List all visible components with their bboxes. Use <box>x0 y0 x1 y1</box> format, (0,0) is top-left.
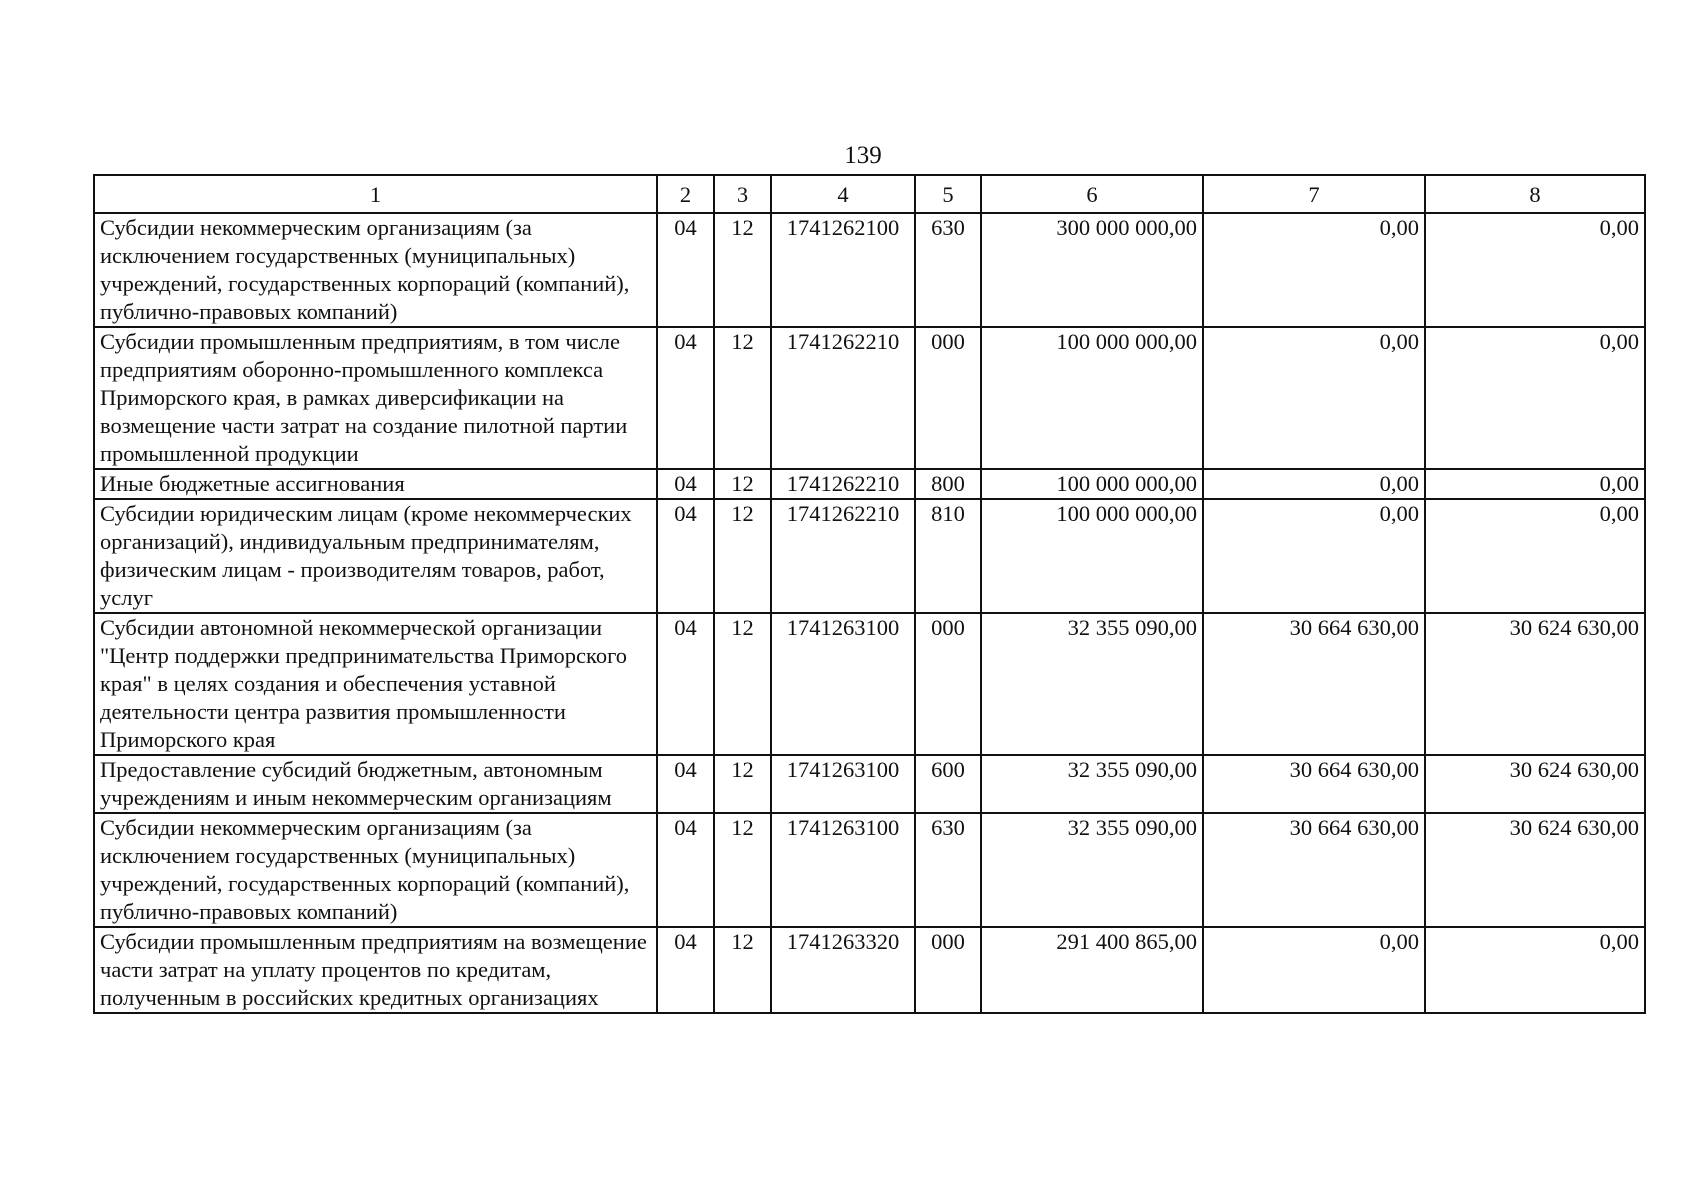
subsection-code: 12 <box>714 755 771 813</box>
expense-type-code: 800 <box>915 469 981 499</box>
amount-col-7: 0,00 <box>1203 469 1425 499</box>
table-row <box>94 613 1645 755</box>
amount-col-6: 100 000 000,00 <box>981 469 1203 499</box>
column-header-3: 3 <box>714 175 771 213</box>
amount-col-7: 0,00 <box>1203 499 1425 613</box>
subsection-code: 12 <box>714 927 771 1013</box>
amount-col-6: 100 000 000,00 <box>981 327 1203 469</box>
amount-col-7: 0,00 <box>1203 213 1425 327</box>
table-row <box>94 499 1645 613</box>
table-row <box>94 327 1645 469</box>
column-header-8: 8 <box>1425 175 1645 213</box>
amount-col-6: 32 355 090,00 <box>981 813 1203 927</box>
amount-col-8: 30 624 630,00 <box>1425 813 1645 927</box>
budget-table <box>93 174 1646 1014</box>
amount-col-7: 30 664 630,00 <box>1203 813 1425 927</box>
target-article-code: 1741263320 <box>771 927 915 1013</box>
amount-col-6: 100 000 000,00 <box>981 499 1203 613</box>
subsection-code: 12 <box>714 813 771 927</box>
amount-col-6: 32 355 090,00 <box>981 613 1203 755</box>
target-article-code: 1741263100 <box>771 613 915 755</box>
table-row <box>94 213 1645 327</box>
amount-col-7: 30 664 630,00 <box>1203 613 1425 755</box>
expense-name: Субсидии автономной некоммерческой организации "Центр поддержки предпринимательства Приморского края" в целях создания и обеспечения уставной деятельности центра развития промышленности Приморского края <box>94 613 657 755</box>
section-code: 04 <box>657 613 714 755</box>
section-code: 04 <box>657 813 714 927</box>
target-article-code: 1741262100 <box>771 213 915 327</box>
amount-col-8: 0,00 <box>1425 327 1645 469</box>
table-row <box>94 813 1645 927</box>
amount-col-6: 300 000 000,00 <box>981 213 1203 327</box>
subsection-code: 12 <box>714 469 771 499</box>
expense-type-code: 630 <box>915 213 981 327</box>
subsection-code: 12 <box>714 213 771 327</box>
column-header-5: 5 <box>915 175 981 213</box>
amount-col-8: 0,00 <box>1425 469 1645 499</box>
subsection-code: 12 <box>714 613 771 755</box>
expense-name: Субсидии юридическим лицам (кроме некоммерческих организаций), индивидуальным предпринимателям, физическим лицам - производителям товаров, работ, услуг <box>94 499 657 613</box>
amount-col-8: 0,00 <box>1425 213 1645 327</box>
table-body <box>94 213 1645 1013</box>
expense-type-code: 000 <box>915 327 981 469</box>
table-row <box>94 755 1645 813</box>
table-row <box>94 927 1645 1013</box>
column-header-2: 2 <box>657 175 714 213</box>
expense-type-code: 630 <box>915 813 981 927</box>
target-article-code: 1741262210 <box>771 327 915 469</box>
expense-name: Субсидии промышленным предприятиям на возмещение части затрат на уплату процентов по кредитам, полученным в российских кредитных организациях <box>94 927 657 1013</box>
amount-col-8: 30 624 630,00 <box>1425 613 1645 755</box>
expense-name: Иные бюджетные ассигнования <box>94 469 657 499</box>
section-code: 04 <box>657 499 714 613</box>
amount-col-6: 291 400 865,00 <box>981 927 1203 1013</box>
target-article-code: 1741263100 <box>771 755 915 813</box>
header-row <box>94 175 1645 213</box>
amount-col-8: 0,00 <box>1425 927 1645 1013</box>
expense-type-code: 000 <box>915 613 981 755</box>
column-header-7: 7 <box>1203 175 1425 213</box>
expense-type-code: 810 <box>915 499 981 613</box>
column-header-1: 1 <box>94 175 657 213</box>
section-code: 04 <box>657 755 714 813</box>
amount-col-8: 0,00 <box>1425 499 1645 613</box>
expense-type-code: 000 <box>915 927 981 1013</box>
section-code: 04 <box>657 327 714 469</box>
column-header-4: 4 <box>771 175 915 213</box>
expense-name: Субсидии некоммерческим организациям (за исключением государственных (муниципальных) учреждений, государственных корпораций (компаний), публично-правовых компаний) <box>94 813 657 927</box>
target-article-code: 1741262210 <box>771 499 915 613</box>
amount-col-8: 30 624 630,00 <box>1425 755 1645 813</box>
target-article-code: 1741263100 <box>771 813 915 927</box>
expense-name: Субсидии промышленным предприятиям, в том числе предприятиям оборонно-промышленного комплекса Приморского края, в рамках диверсификации на возмещение части затрат на создание пилотной партии промышленной продукции <box>94 327 657 469</box>
expense-name: Предоставление субсидий бюджетным, автономным учреждениям и иным некоммерческим организациям <box>94 755 657 813</box>
section-code: 04 <box>657 927 714 1013</box>
target-article-code: 1741262210 <box>771 469 915 499</box>
amount-col-7: 0,00 <box>1203 327 1425 469</box>
amount-col-7: 30 664 630,00 <box>1203 755 1425 813</box>
subsection-code: 12 <box>714 327 771 469</box>
table-header <box>94 175 1645 213</box>
table-row <box>94 469 1645 499</box>
expense-type-code: 600 <box>915 755 981 813</box>
page-number: 139 <box>844 142 882 169</box>
section-code: 04 <box>657 213 714 327</box>
expense-name: Субсидии некоммерческим организациям (за исключением государственных (муниципальных) учреждений, государственных корпораций (компаний), публично-правовых компаний) <box>94 213 657 327</box>
subsection-code: 12 <box>714 499 771 613</box>
amount-col-6: 32 355 090,00 <box>981 755 1203 813</box>
amount-col-7: 0,00 <box>1203 927 1425 1013</box>
column-header-6: 6 <box>981 175 1203 213</box>
section-code: 04 <box>657 469 714 499</box>
